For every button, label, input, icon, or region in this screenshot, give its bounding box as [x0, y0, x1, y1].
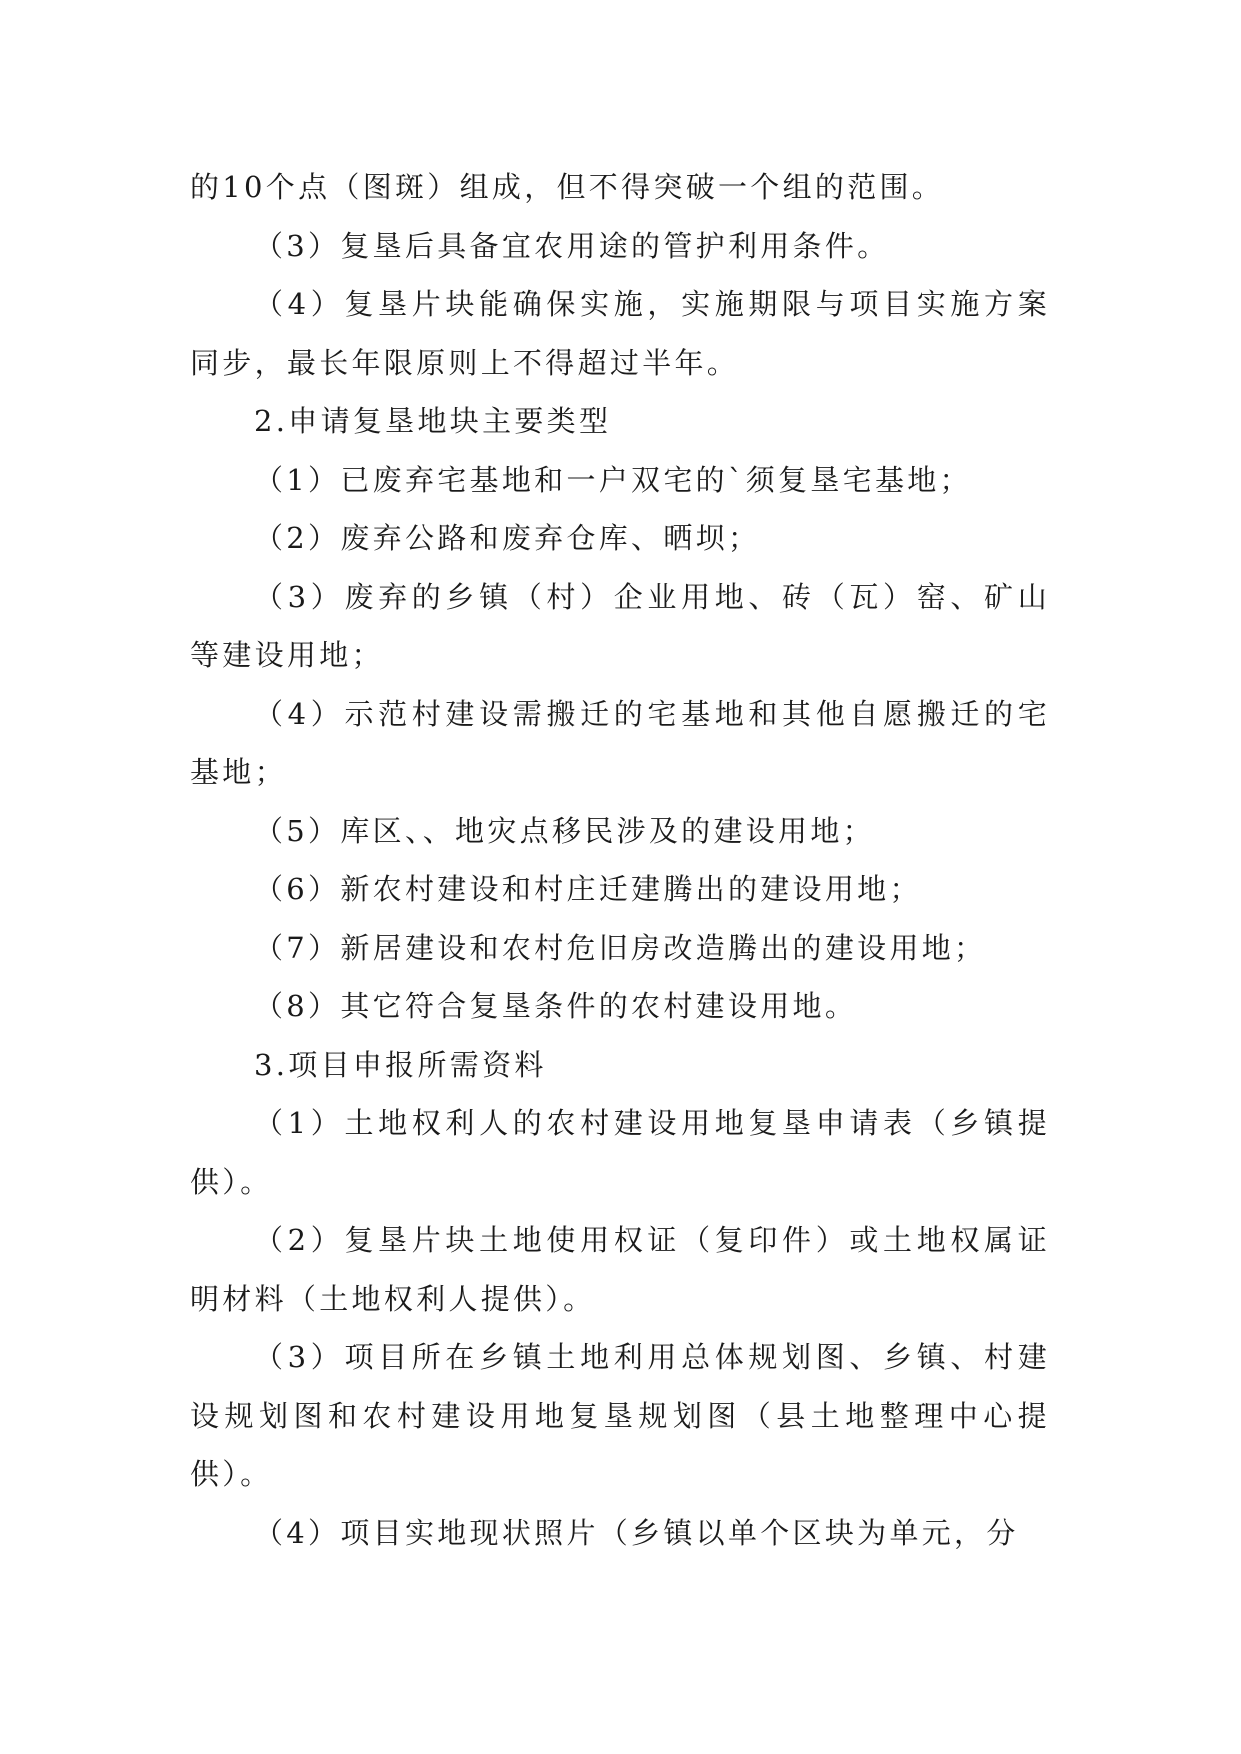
list-item: （3）废弃的乡镇（村）企业用地、砖（瓦）窑、矿山等建设用地；	[190, 579, 1050, 672]
list-item: （1）已废弃宅基地和一户双宅的`须复垦宅基地；	[254, 462, 972, 497]
list-item: （2）复垦片块土地使用权证（复印件）或土地权属证明材料（土地权利人提供）。	[190, 1223, 1050, 1316]
list-item: （4）项目实地现状照片（乡镇以单个区块为单元，分	[254, 1515, 1019, 1550]
list-item: （5）库区、、地灾点移民涉及的建设用地；	[254, 813, 875, 848]
section-heading: 2.申请复垦地块主要类型	[254, 404, 612, 438]
list-item: （4）示范村建设需搬迁的宅基地和其他自愿搬迁的宅基地；	[190, 696, 1050, 789]
list-item: （7）新居建设和农村危旧房改造腾出的建设用地；	[254, 930, 987, 965]
paragraph: （4）复垦片块能确保实施，实施期限与项目实施方案同步，最长年限原则上不得超过半年。	[190, 287, 1050, 380]
paragraph: （3）复垦后具备宜农用途的管护利用条件。	[254, 228, 890, 263]
list-item: （2）废弃公路和废弃仓库、晒坝；	[254, 521, 761, 555]
paragraph: 的10个点（图斑）组成，但不得突破一个组的范围。	[190, 170, 945, 204]
list-item: （1）土地权利人的农村建设用地复垦申请表（乡镇提供）。	[190, 1106, 1050, 1199]
section-heading: 3.项目申报所需资料	[254, 1047, 547, 1082]
document-body	[190, 158, 1050, 1562]
list-item: （8）其它符合复垦条件的农村建设用地。	[254, 989, 858, 1023]
list-item: （3）项目所在乡镇土地利用总体规划图、乡镇、村建设规划图和农村建设用地复垦规划图（县土地整理中心提供）。	[190, 1340, 1050, 1491]
list-item: （6）新农村建设和村庄迁建腾出的建设用地；	[254, 872, 922, 906]
